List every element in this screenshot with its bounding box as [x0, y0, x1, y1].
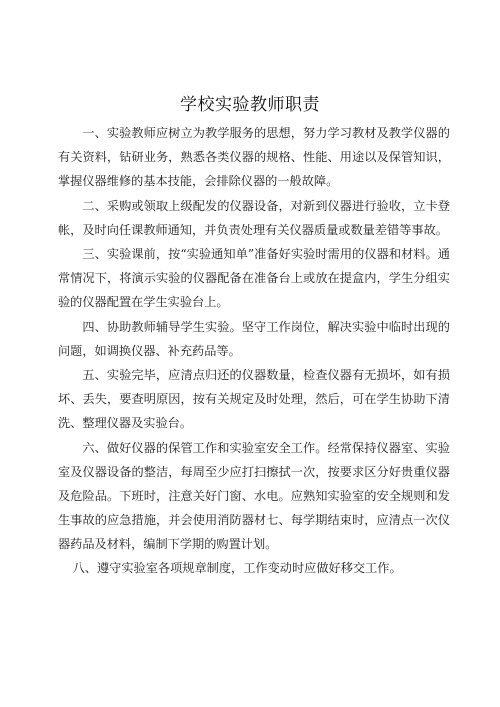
- paragraph-4: 四、协助教师辅导学生实验。坚守工作岗位，解决实验中临时出现的问题，如调换仪器、补充药品等。: [58, 319, 450, 358]
- paragraph-5: 五、实验完毕，应清点归还的仪器数量，检查仪器有无损坏，如有损坏、丢失，要查明原因，按有关规定及时处理，然后，可在学生协助下清洗、整理仪器及实验台。: [58, 368, 450, 431]
- paragraph-1: 一、实验教师应树立为教学服务的思想，努力学习教材及教学仪器的有关资料，钻研业务，熟悉各类仪器的规格、性能、用途以及保管知识，掌握仪器维修的基本技能，会排除仪器的一般故障。: [58, 126, 450, 189]
- document-title: 学校实验教师职责: [180, 95, 320, 115]
- paragraph-3: 三、实验课前，按“实验通知单”准备好实验时需用的仪器和材料。通常情况下，将演示实验的仪器配备在准备台上或放在提盒内，学生分组实验的仪器配置在学生实验台上。: [58, 247, 450, 310]
- paragraph-8: 八、遵守实验室各项规章制度，工作变动时应做好移交工作。: [72, 560, 402, 575]
- paragraph-2: 二、采购或领取上级配发的仪器设备，对新到仪器进行验收，立卡登帐，及时向任课教师通知，并负责处理有关仪器质量或数量差错等事故。: [58, 198, 450, 237]
- document-body: [58, 121, 450, 580]
- paragraph-6: 六、做好仪器的保管工作和实验室安全工作。经常保持仪器室、实验室及仪器设备的整洁，每周至少应打扫擦拭一次，按要求区分好贵重仪器及危险品。下班时，注意关好门窗、水电。应熟知实验室的安全规则和发生事故的应急措施，并会使用消防器材七、每学期结束时，应清点一次仪器药品及材料，编制下学期的购置计划。: [58, 440, 450, 552]
